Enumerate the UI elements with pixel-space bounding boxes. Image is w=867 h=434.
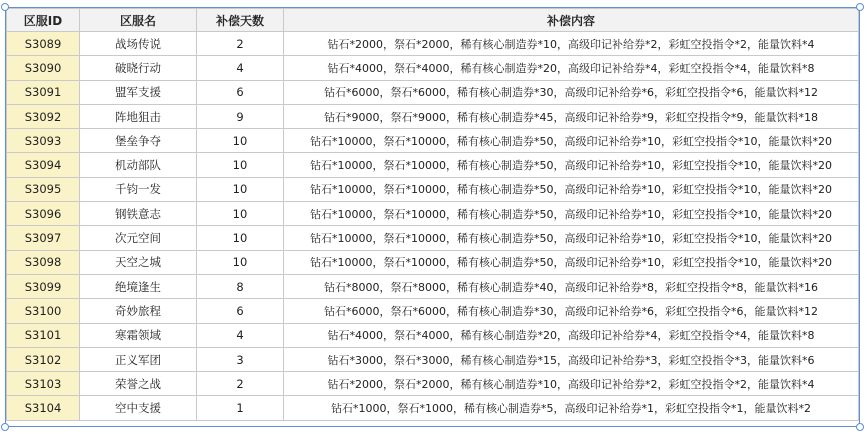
cell-compensation-days[interactable]: 1 (197, 396, 284, 420)
cell-compensation-content[interactable]: 钻石*10000，祭石*10000，稀有核心制造券*50，高级印记补给券*10，彩虹空投指令*10，能量饮料*20 (284, 250, 859, 274)
cell-server-id[interactable]: S3099 (7, 274, 80, 298)
cell-compensation-content[interactable]: 钻石*2000，祭石*2000，稀有核心制造券*10，高级印记补给券*2，彩虹空投指令*2，能量饮料*4 (284, 32, 859, 56)
compensation-table-frame[interactable] (5, 7, 860, 427)
cell-server-id[interactable]: S3103 (7, 372, 80, 396)
table-row (7, 202, 859, 226)
cell-server-name[interactable]: 阵地狙击 (80, 104, 197, 128)
cell-server-name[interactable]: 空中支援 (80, 396, 197, 420)
cell-compensation-content[interactable]: 钻石*4000，祭石*4000，稀有核心制造券*20，高级印记补给券*4，彩虹空投指令*4，能量饮料*8 (284, 56, 859, 80)
cell-server-id[interactable]: S3093 (7, 129, 80, 153)
cell-compensation-days[interactable]: 6 (197, 299, 284, 323)
cell-server-id[interactable]: S3101 (7, 323, 80, 347)
cell-compensation-content[interactable]: 钻石*6000，祭石*6000，稀有核心制造券*30，高级印记补给券*6，彩虹空投指令*6，能量饮料*12 (284, 299, 859, 323)
table-row (7, 274, 859, 298)
cell-server-id[interactable]: S3089 (7, 32, 80, 56)
cell-server-id[interactable]: S3098 (7, 250, 80, 274)
cell-compensation-days[interactable]: 2 (197, 372, 284, 396)
cell-compensation-content[interactable]: 钻石*10000，祭石*10000，稀有核心制造券*50，高级印记补给券*10，彩虹空投指令*10，能量饮料*20 (284, 129, 859, 153)
cell-compensation-content[interactable]: 钻石*4000，祭石*4000，稀有核心制造券*20，高级印记补给券*4，彩虹空投指令*4，能量饮料*8 (284, 323, 859, 347)
cell-server-name[interactable]: 天空之城 (80, 250, 197, 274)
cell-compensation-days[interactable]: 2 (197, 32, 284, 56)
cell-server-name[interactable]: 寒霜领域 (80, 323, 197, 347)
cell-compensation-content[interactable]: 钻石*9000，祭石*9000，稀有核心制造券*45，高级印记补给券*9，彩虹空投指令*9，能量饮料*18 (284, 104, 859, 128)
cell-compensation-days[interactable]: 10 (197, 129, 284, 153)
cell-compensation-content[interactable]: 钻石*1000，祭石*1000，稀有核心制造券*5，高级印记补给券*1，彩虹空投指令*1，能量饮料*2 (284, 396, 859, 420)
table-row (7, 56, 859, 80)
cell-compensation-days[interactable]: 6 (197, 80, 284, 104)
cell-server-id[interactable]: S3095 (7, 177, 80, 201)
cell-server-name[interactable]: 钢铁意志 (80, 202, 197, 226)
header-compensation-content[interactable]: 补偿内容 (284, 9, 859, 32)
cell-compensation-content[interactable]: 钻石*10000，祭石*10000，稀有核心制造券*50，高级印记补给券*10，彩虹空投指令*10，能量饮料*20 (284, 226, 859, 250)
resize-handle-top-right[interactable] (856, 3, 864, 11)
cell-compensation-days[interactable]: 10 (197, 177, 284, 201)
cell-compensation-content[interactable]: 钻石*2000，祭石*2000，稀有核心制造券*10，高级印记补给券*2，彩虹空投指令*2，能量饮料*4 (284, 372, 859, 396)
table-row (7, 226, 859, 250)
cell-compensation-content[interactable]: 钻石*10000，祭石*10000，稀有核心制造券*50，高级印记补给券*10，彩虹空投指令*10，能量饮料*20 (284, 202, 859, 226)
cell-server-id[interactable]: S3104 (7, 396, 80, 420)
cell-server-id[interactable]: S3102 (7, 347, 80, 371)
table-row (7, 299, 859, 323)
table-row (7, 153, 859, 177)
cell-compensation-content[interactable]: 钻石*8000，祭石*8000，稀有核心制造券*40，高级印记补给券*8，彩虹空投指令*8，能量饮料*16 (284, 274, 859, 298)
table-row (7, 347, 859, 371)
header-server-name[interactable]: 区服名 (80, 9, 197, 32)
cell-compensation-content[interactable]: 钻石*10000，祭石*10000，稀有核心制造券*50，高级印记补给券*10，彩虹空投指令*10，能量饮料*20 (284, 153, 859, 177)
table-row (7, 396, 859, 420)
cell-compensation-days[interactable]: 10 (197, 202, 284, 226)
cell-server-id[interactable]: S3097 (7, 226, 80, 250)
table-row (7, 129, 859, 153)
cell-server-id[interactable]: S3090 (7, 56, 80, 80)
cell-server-id[interactable]: S3100 (7, 299, 80, 323)
cell-server-name[interactable]: 绝境逢生 (80, 274, 197, 298)
cell-server-name[interactable]: 荣誉之战 (80, 372, 197, 396)
cell-compensation-content[interactable]: 钻石*10000，祭石*10000，稀有核心制造券*50，高级印记补给券*10，彩虹空投指令*10，能量饮料*20 (284, 177, 859, 201)
cell-server-name[interactable]: 奇妙旅程 (80, 299, 197, 323)
cell-compensation-content[interactable]: 钻石*6000，祭石*6000，稀有核心制造券*30，高级印记补给券*6，彩虹空投指令*6，能量饮料*12 (284, 80, 859, 104)
cell-server-name[interactable]: 机动部队 (80, 153, 197, 177)
table-body (7, 32, 859, 421)
table-row (7, 80, 859, 104)
cell-compensation-days[interactable]: 3 (197, 347, 284, 371)
cell-server-id[interactable]: S3092 (7, 104, 80, 128)
cell-server-id[interactable]: S3096 (7, 202, 80, 226)
cell-compensation-days[interactable]: 9 (197, 104, 284, 128)
cell-compensation-days[interactable]: 4 (197, 323, 284, 347)
cell-compensation-days[interactable]: 4 (197, 56, 284, 80)
resize-handle-bottom-right[interactable] (856, 423, 864, 431)
cell-server-id[interactable]: S3094 (7, 153, 80, 177)
table-row (7, 372, 859, 396)
table-row (7, 104, 859, 128)
cell-server-name[interactable]: 堡垒争夺 (80, 129, 197, 153)
cell-compensation-days[interactable]: 10 (197, 153, 284, 177)
cell-server-id[interactable]: S3091 (7, 80, 80, 104)
table-row (7, 250, 859, 274)
cell-server-name[interactable]: 次元空间 (80, 226, 197, 250)
cell-compensation-content[interactable]: 钻石*3000，祭石*3000，稀有核心制造券*15，高级印记补给券*3，彩虹空投指令*3，能量饮料*6 (284, 347, 859, 371)
cell-server-name[interactable]: 破晓行动 (80, 56, 197, 80)
cell-compensation-days[interactable]: 10 (197, 226, 284, 250)
header-compensation-days[interactable]: 补偿天数 (197, 9, 284, 32)
cell-compensation-days[interactable]: 8 (197, 274, 284, 298)
cell-server-name[interactable]: 战场传说 (80, 32, 197, 56)
cell-server-name[interactable]: 盟军支援 (80, 80, 197, 104)
table-row (7, 323, 859, 347)
resize-handle-bottom-left[interactable] (1, 423, 9, 431)
cell-compensation-days[interactable]: 10 (197, 250, 284, 274)
table-row (7, 32, 859, 56)
cell-server-name[interactable]: 正义军团 (80, 347, 197, 371)
compensation-table (6, 8, 859, 421)
table-row (7, 177, 859, 201)
header-row (7, 9, 859, 32)
header-server-id[interactable]: 区服ID (7, 9, 80, 32)
resize-handle-top-left[interactable] (1, 3, 9, 11)
cell-server-name[interactable]: 千钧一发 (80, 177, 197, 201)
